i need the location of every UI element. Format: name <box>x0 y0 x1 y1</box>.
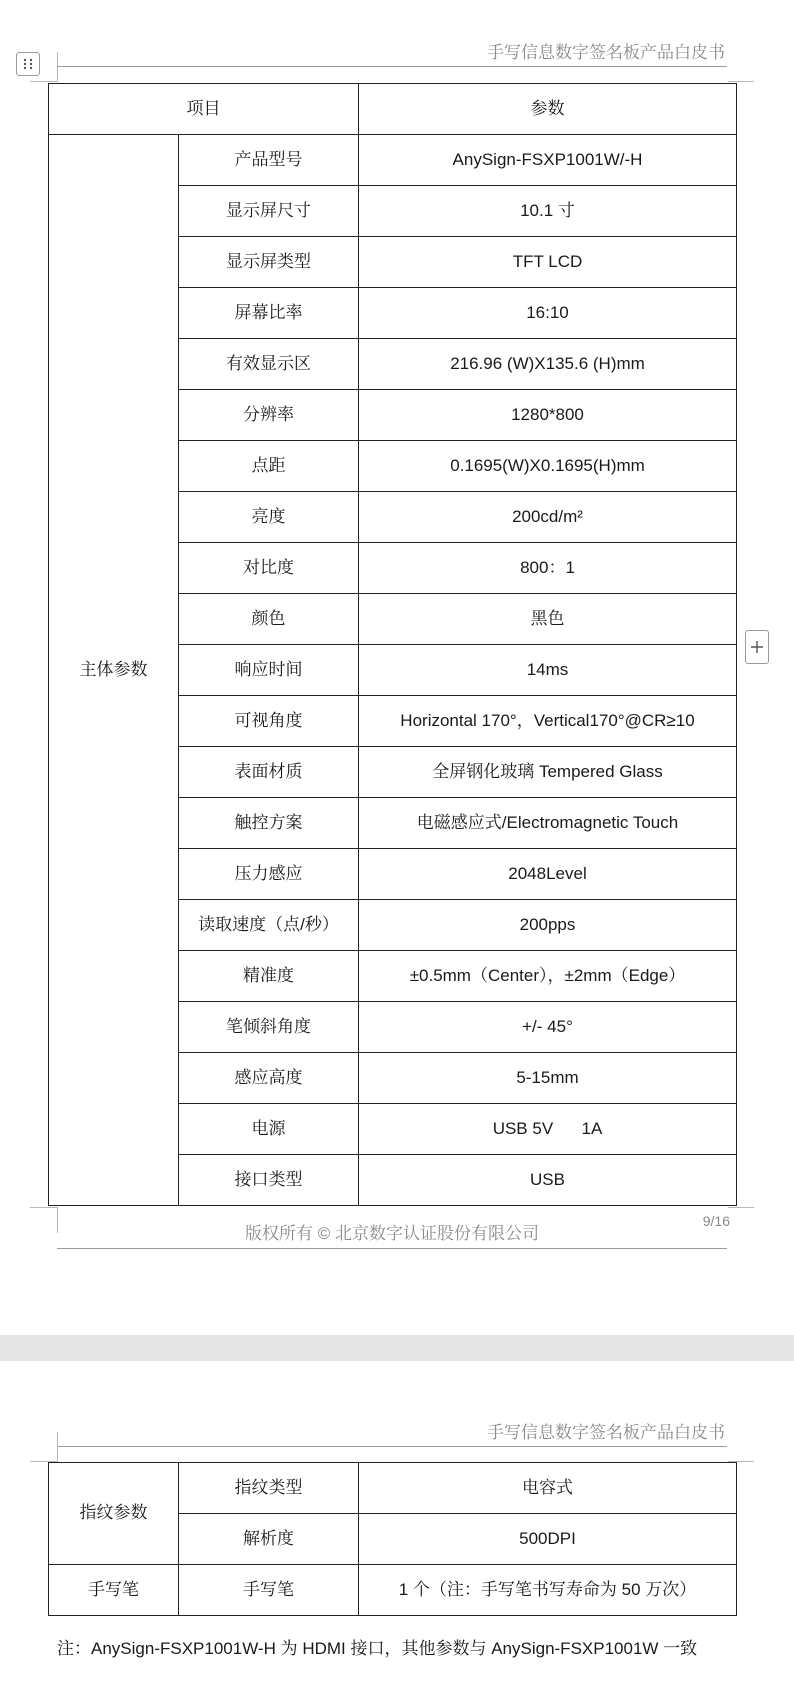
row-value: 16:10 <box>359 288 737 339</box>
row-label: 接口类型 <box>179 1155 359 1206</box>
row-label: 颜色 <box>179 594 359 645</box>
table-row <box>49 1463 737 1514</box>
row-value: 5-15mm <box>359 1053 737 1104</box>
row-label: 触控方案 <box>179 798 359 849</box>
row-label: 产品型号 <box>179 135 359 186</box>
crop-mark <box>57 52 58 82</box>
spec-table-continued <box>48 1462 737 1616</box>
table-row <box>49 1565 737 1616</box>
fingerprint-group-cell: 指纹参数 <box>49 1463 179 1565</box>
row-value: 216.96 (W)X135.6 (H)mm <box>359 339 737 390</box>
crop-mark <box>30 81 58 82</box>
row-value: 10.1 寸 <box>359 186 737 237</box>
add-row-button[interactable] <box>745 630 769 664</box>
row-value: 14ms <box>359 645 737 696</box>
move-grip-icon <box>22 58 34 70</box>
row-label: 屏幕比率 <box>179 288 359 339</box>
crop-mark <box>728 1207 754 1208</box>
row-value: 全屏钢化玻璃 Tempered Glass <box>359 747 737 798</box>
plus-icon <box>750 640 764 654</box>
crop-mark <box>57 1432 58 1462</box>
page-separator <box>0 1335 794 1361</box>
row-label: 电源 <box>179 1104 359 1155</box>
row-label: 响应时间 <box>179 645 359 696</box>
header-cell-item: 项目 <box>49 84 359 135</box>
row-value: Horizontal 170°，Vertical170°@CR≥10 <box>359 696 737 747</box>
page-header-title: 手写信息数字签名板产品白皮书 <box>487 43 725 62</box>
row-label: 指纹类型 <box>179 1463 359 1514</box>
row-label: 点距 <box>179 441 359 492</box>
row-value: 500DPI <box>359 1514 737 1565</box>
row-value: 200cd/m² <box>359 492 737 543</box>
row-label: 分辨率 <box>179 390 359 441</box>
footnote: 注：AnySign-FSXP1001W-H 为 HDMI 接口，其他参数与 AnySign-FSXP1001W 一致 <box>57 1639 698 1658</box>
row-value: 电容式 <box>359 1463 737 1514</box>
row-label: 显示屏类型 <box>179 237 359 288</box>
main-group-cell: 主体参数 <box>49 135 179 1206</box>
row-label: 可视角度 <box>179 696 359 747</box>
pen-group-cell: 手写笔 <box>49 1565 179 1616</box>
row-value: ±0.5mm（Center），±2mm（Edge） <box>359 951 737 1002</box>
page2-header-title: 手写信息数字签名板产品白皮书 <box>487 1423 725 1442</box>
row-label: 压力感应 <box>179 849 359 900</box>
header-rule <box>57 66 727 67</box>
page-number: 9/16 <box>702 1213 730 1229</box>
footer-copyright: 版权所有 © 北京数字认证股份有限公司 <box>245 1224 539 1243</box>
row-label: 感应高度 <box>179 1053 359 1104</box>
table-header-row <box>49 84 737 135</box>
crop-mark <box>728 81 754 82</box>
row-value: TFT LCD <box>359 237 737 288</box>
spec-table <box>48 83 737 1206</box>
row-value: 2048Level <box>359 849 737 900</box>
row-label: 表面材质 <box>179 747 359 798</box>
row-value: +/- 45° <box>359 1002 737 1053</box>
page2-header-rule <box>57 1446 727 1447</box>
row-value: 黑色 <box>359 594 737 645</box>
row-value: 1 个（注：手写笔书写寿命为 50 万次） <box>359 1565 737 1616</box>
crop-mark <box>30 1207 58 1208</box>
row-label: 显示屏尺寸 <box>179 186 359 237</box>
row-label: 亮度 <box>179 492 359 543</box>
row-label: 精准度 <box>179 951 359 1002</box>
header-cell-param: 参数 <box>359 84 737 135</box>
row-label: 解析度 <box>179 1514 359 1565</box>
row-label: 笔倾斜角度 <box>179 1002 359 1053</box>
row-value: 0.1695(W)X0.1695(H)mm <box>359 441 737 492</box>
row-value: 1280*800 <box>359 390 737 441</box>
row-value: USB 5V 1A <box>359 1104 737 1155</box>
row-label: 对比度 <box>179 543 359 594</box>
row-label: 手写笔 <box>179 1565 359 1616</box>
row-value: 800：1 <box>359 543 737 594</box>
row-value: USB <box>359 1155 737 1206</box>
table-row <box>49 135 737 186</box>
row-label: 读取速度（点/秒） <box>179 900 359 951</box>
table-move-handle[interactable] <box>16 52 40 76</box>
row-value: 200pps <box>359 900 737 951</box>
row-value: 电磁感应式/Electromagnetic Touch <box>359 798 737 849</box>
row-label: 有效显示区 <box>179 339 359 390</box>
row-value: AnySign-FSXP1001W/-H <box>359 135 737 186</box>
footer-rule <box>57 1248 727 1249</box>
